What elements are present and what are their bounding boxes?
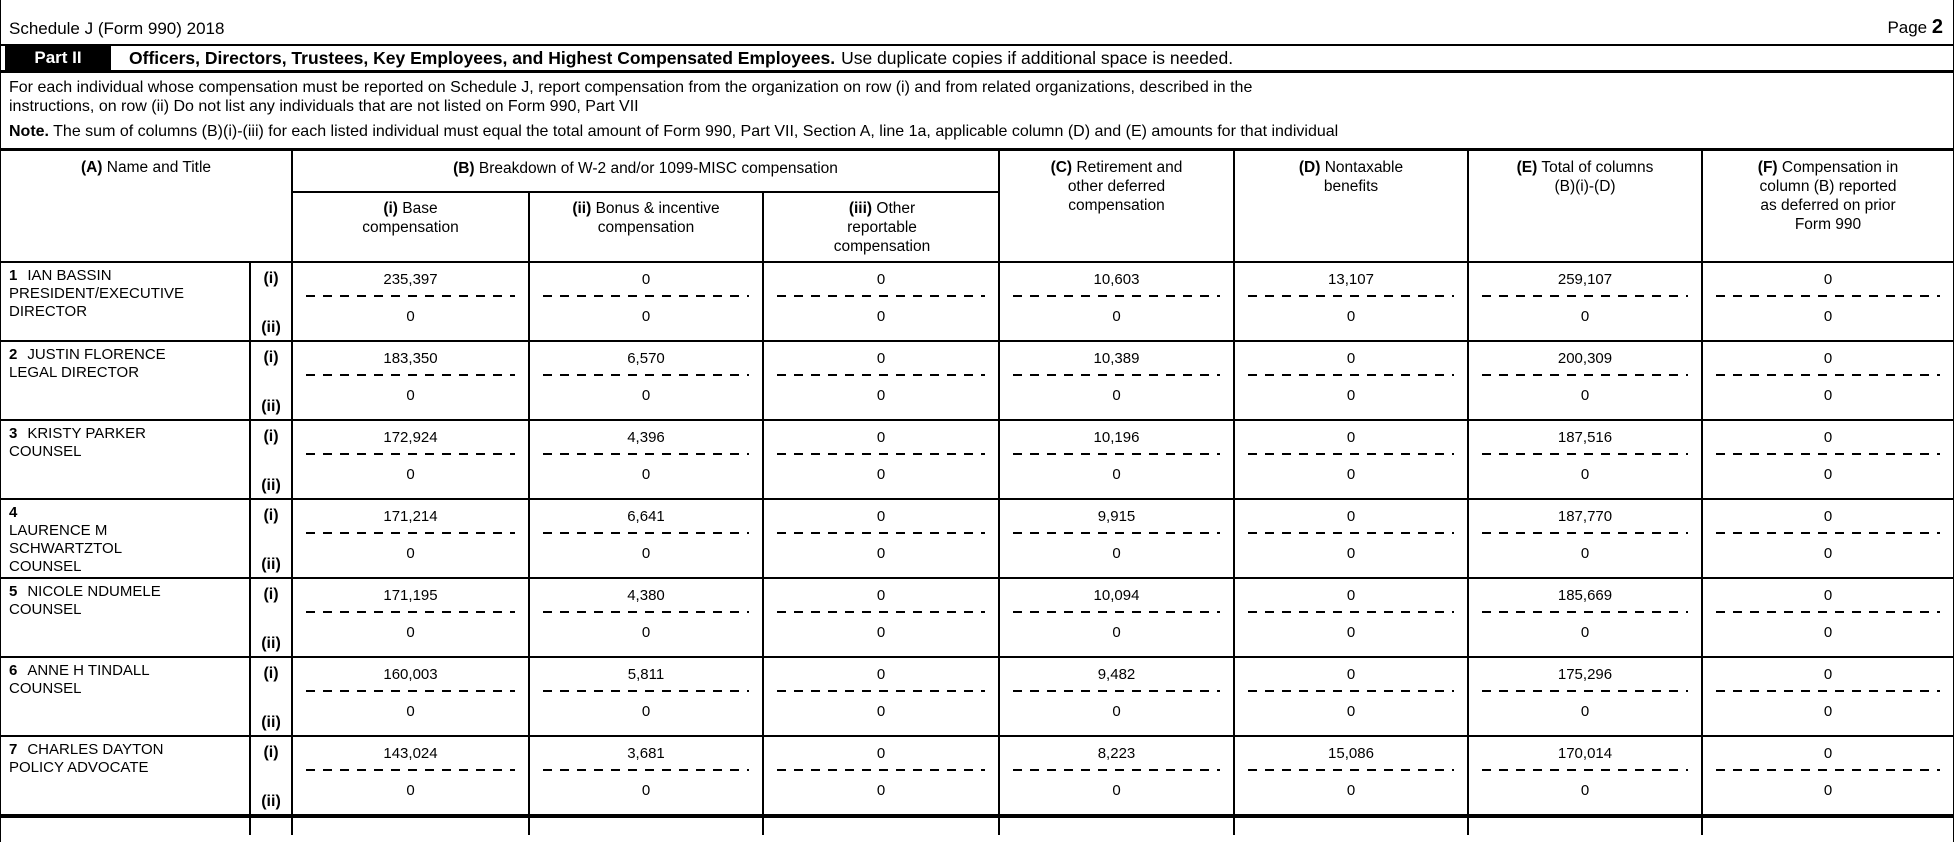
value-cell	[764, 579, 1000, 656]
header-col-d	[1235, 151, 1469, 261]
value-cell	[764, 342, 1000, 419]
value-row-ii: 0	[1346, 308, 1356, 325]
row-number: 6	[9, 662, 18, 679]
value-row-ii: 0	[1823, 782, 1833, 799]
value-row-ii: 0	[641, 308, 651, 325]
value-cell	[530, 737, 764, 814]
value-row-i: 6,641	[627, 507, 665, 525]
value-row-ii: 0	[641, 703, 651, 720]
value-cell	[1235, 263, 1469, 340]
value-row-ii: 0	[876, 387, 886, 404]
table-row	[1, 342, 1953, 421]
row-label-i: (i)	[263, 270, 279, 287]
header-col-b-iii-text: Other reportable compensation	[833, 200, 931, 255]
value-cell	[1703, 818, 1953, 835]
table-header	[1, 151, 1953, 263]
value-row-ii: 0	[1112, 466, 1121, 483]
table-row	[1, 579, 1953, 658]
value-row-ii: 0	[1112, 782, 1121, 799]
page-indicator	[1887, 16, 1943, 39]
officer-title: LEGAL DIRECTOR	[9, 364, 140, 381]
row-label-cell	[251, 500, 293, 577]
value-cell	[1235, 421, 1469, 498]
value-cell	[1703, 342, 1953, 419]
value-row-ii: 0	[1580, 782, 1590, 799]
value-cell	[764, 658, 1000, 735]
header-col-f-text: Compensation in column (B) reported as deferred on prior Form 990	[1759, 159, 1899, 233]
officer-name-line	[9, 583, 207, 601]
row-label-i: (i)	[263, 665, 279, 682]
value-cell	[1703, 737, 1953, 814]
row-label-ii: (ii)	[261, 398, 281, 415]
value-cell	[1703, 500, 1953, 577]
value-row-ii: 0	[1823, 624, 1833, 641]
value-cell	[293, 421, 530, 498]
value-row-ii: 0	[406, 308, 415, 325]
value-row-i: 183,350	[383, 349, 438, 367]
value-row-i: 185,669	[1557, 586, 1613, 604]
value-row-ii: 0	[406, 466, 415, 483]
header-col-d-text: Nontaxable benefits	[1323, 159, 1404, 195]
row-number: 1	[9, 267, 18, 284]
value-row-ii: 0	[641, 545, 651, 562]
note	[1, 116, 1953, 141]
value-cell	[1235, 737, 1469, 814]
value-cell	[1235, 579, 1469, 656]
value-row-i: 10,094	[1093, 586, 1140, 604]
value-cell	[1469, 818, 1703, 835]
value-row-i: 0	[1823, 744, 1833, 762]
header-col-b-ii-text: Bonus & incentive compensation	[595, 200, 720, 236]
row-label-i: (i)	[263, 744, 279, 761]
row-number: 5	[9, 583, 18, 600]
value-row-i: 10,196	[1093, 428, 1140, 446]
row-label-ii: (ii)	[261, 556, 281, 573]
value-row-ii: 0	[1580, 387, 1590, 404]
value-row-ii: 0	[1580, 466, 1590, 483]
name-cell	[1, 579, 251, 656]
instructions-line-2: instructions, on row (ii) Do not list any individuals that are not listed on Form 990, Part VII	[9, 98, 639, 115]
value-row-i: 8,223	[1097, 744, 1136, 762]
value-row-ii: 0	[641, 782, 651, 799]
table-row	[1, 737, 1953, 818]
value-cell	[1000, 737, 1235, 814]
header-col-b-iii-letter: (iii)	[848, 200, 873, 217]
row-number: 3	[9, 425, 18, 442]
value-row-ii: 0	[1580, 624, 1590, 641]
officer-name: CHARLES DAYTON	[27, 741, 164, 758]
value-row-i: 0	[1823, 665, 1833, 683]
name-cell	[1, 658, 251, 735]
header-col-a-letter: (A)	[80, 159, 103, 176]
header-col-c-text: Retirement and other deferred compensation	[1067, 159, 1183, 214]
name-cell	[1, 342, 251, 419]
value-row-i: 0	[876, 507, 886, 525]
header-col-a	[1, 151, 293, 261]
header-col-f	[1703, 151, 1953, 261]
value-row-i: 172,924	[383, 428, 438, 446]
row-label-i: (i)	[263, 428, 279, 445]
part-ii-label: Part II	[5, 46, 111, 70]
value-cell	[530, 818, 764, 835]
value-cell	[1703, 263, 1953, 340]
name-cell	[1, 421, 251, 498]
value-cell	[293, 263, 530, 340]
value-row-ii: 0	[1346, 545, 1356, 562]
header-col-b-iii	[764, 193, 1000, 261]
value-cell	[764, 500, 1000, 577]
header-col-d-letter: (D)	[1298, 159, 1321, 176]
value-row-ii: 0	[1112, 545, 1121, 562]
value-row-ii: 0	[1580, 308, 1590, 325]
value-row-i: 0	[876, 428, 886, 446]
value-row-i: 0	[641, 270, 651, 288]
value-row-ii: 0	[406, 545, 415, 562]
value-row-ii: 0	[1346, 387, 1356, 404]
officer-name-line	[9, 741, 207, 759]
value-cell	[1235, 818, 1469, 835]
officer-name: LAURENCE M SCHWARTZTOL	[9, 522, 123, 557]
value-row-i: 175,296	[1557, 665, 1613, 683]
header-col-b-group	[293, 151, 1000, 261]
header-col-b-subcolumns	[293, 193, 998, 261]
value-row-i: 4,380	[627, 586, 665, 604]
header-col-b-i-letter: (i)	[383, 200, 398, 217]
row-label-cell	[251, 579, 293, 656]
header-col-e-text: Total of columns (B)(i)-(D)	[1541, 159, 1654, 195]
compensation-table	[1, 148, 1953, 835]
note-label: Note.	[9, 123, 49, 140]
value-cell	[1703, 579, 1953, 656]
row-number: 4	[9, 504, 18, 521]
value-row-i: 9,482	[1097, 665, 1136, 683]
header-col-b-i	[293, 193, 530, 261]
value-row-ii: 0	[876, 466, 886, 483]
value-row-i: 10,603	[1093, 270, 1140, 288]
value-row-ii: 0	[1112, 387, 1121, 404]
part-ii-title-bold: Officers, Directors, Trustees, Key Employees, and Highest Compensated Employees.	[129, 47, 836, 68]
value-cell	[1469, 658, 1703, 735]
value-row-i: 200,309	[1557, 349, 1613, 367]
table-row	[1, 658, 1953, 737]
value-cell	[1235, 500, 1469, 577]
table-body	[1, 263, 1953, 818]
value-row-i: 0	[1346, 349, 1356, 367]
value-cell	[1000, 579, 1235, 656]
row-label-cell	[251, 737, 293, 814]
page-label: Page	[1887, 18, 1928, 37]
value-cell	[1235, 342, 1469, 419]
officer-title: POLICY ADVOCATE	[9, 759, 149, 776]
value-cell	[293, 658, 530, 735]
page-number: 2	[1931, 16, 1943, 38]
value-row-ii: 0	[1823, 545, 1833, 562]
value-row-i: 0	[1823, 270, 1833, 288]
value-row-ii: 0	[1346, 466, 1356, 483]
officer-name-line	[9, 662, 207, 680]
value-row-i: 0	[1346, 428, 1356, 446]
value-row-i: 187,770	[1557, 507, 1613, 525]
value-row-i: 0	[1823, 507, 1833, 525]
row-number: 7	[9, 741, 18, 758]
value-cell	[764, 818, 1000, 835]
value-row-i: 187,516	[1557, 428, 1613, 446]
value-row-i: 0	[876, 665, 886, 683]
value-row-i: 0	[876, 349, 886, 367]
value-cell	[530, 658, 764, 735]
header-col-e-letter: (E)	[1516, 159, 1538, 176]
value-row-i: 143,024	[383, 744, 438, 762]
value-row-i: 235,397	[383, 270, 438, 288]
value-row-i: 0	[1823, 586, 1833, 604]
value-row-ii: 0	[1346, 703, 1356, 720]
officer-title: COUNSEL	[9, 558, 82, 575]
officer-title: COUNSEL	[9, 443, 82, 460]
value-cell	[530, 342, 764, 419]
header-col-b-ii	[530, 193, 764, 261]
row-label-cell	[251, 421, 293, 498]
name-cell	[1, 263, 251, 340]
value-row-ii: 0	[1112, 624, 1121, 641]
header-col-b-i-text: Base compensation	[362, 200, 459, 236]
value-row-i: 0	[1823, 428, 1833, 446]
value-cell	[1000, 500, 1235, 577]
header-col-e	[1469, 151, 1703, 261]
value-row-ii: 0	[876, 545, 886, 562]
value-cell	[1000, 421, 1235, 498]
value-row-ii: 0	[1580, 545, 1590, 562]
value-row-i: 259,107	[1557, 270, 1613, 288]
value-row-i: 160,003	[383, 665, 438, 683]
value-cell	[1000, 342, 1235, 419]
officer-name-line	[9, 267, 207, 285]
table-row	[1, 421, 1953, 500]
value-row-ii: 0	[406, 624, 415, 641]
value-cell	[1235, 658, 1469, 735]
header-col-b	[293, 151, 998, 193]
value-cell	[1703, 421, 1953, 498]
value-cell	[1469, 342, 1703, 419]
row-label-ii: (ii)	[261, 319, 281, 336]
value-row-i: 170,014	[1557, 744, 1613, 762]
header-col-b-ii-letter: (ii)	[572, 200, 592, 217]
value-row-ii: 0	[1823, 466, 1833, 483]
value-row-i: 0	[876, 586, 886, 604]
table-row-partial	[1, 818, 1953, 835]
officer-title: COUNSEL	[9, 680, 82, 697]
value-row-ii: 0	[876, 624, 886, 641]
officer-name: KRISTY PARKER	[27, 425, 146, 442]
table-row	[1, 500, 1953, 579]
value-row-i: 10,389	[1093, 349, 1140, 367]
value-cell	[764, 421, 1000, 498]
row-number: 2	[9, 346, 18, 363]
value-row-ii: 0	[1823, 703, 1833, 720]
value-row-ii: 0	[1346, 624, 1356, 641]
value-row-i: 0	[1823, 349, 1833, 367]
officer-name: IAN BASSIN	[27, 267, 112, 284]
value-row-i: 15,086	[1328, 744, 1374, 762]
row-label-ii: (ii)	[261, 635, 281, 652]
value-row-ii: 0	[876, 703, 886, 720]
officer-title: PRESIDENT/EXECUTIVE DIRECTOR	[9, 285, 185, 320]
value-cell	[293, 737, 530, 814]
value-cell	[293, 818, 530, 835]
part-ii-title-rest: Use duplicate copies if additional space is needed.	[841, 47, 1234, 68]
row-label-i: (i)	[263, 349, 279, 366]
instructions	[1, 73, 1953, 116]
officer-name-line	[9, 504, 207, 558]
value-row-i: 4,396	[627, 428, 665, 446]
row-label-cell	[251, 658, 293, 735]
value-row-i: 171,195	[383, 586, 438, 604]
header-col-a-text: Name and Title	[106, 159, 212, 176]
officer-name-line	[9, 425, 207, 443]
value-row-i: 0	[1346, 665, 1356, 683]
value-row-ii: 0	[406, 703, 415, 720]
value-row-i: 6,570	[627, 349, 665, 367]
row-label-cell	[251, 818, 293, 835]
value-cell	[1469, 579, 1703, 656]
value-cell	[530, 500, 764, 577]
value-row-i: 0	[1346, 507, 1356, 525]
row-label-i: (i)	[263, 586, 279, 603]
value-cell	[1000, 818, 1235, 835]
value-row-ii: 0	[406, 782, 415, 799]
value-row-ii: 0	[641, 466, 651, 483]
row-label-ii: (ii)	[261, 714, 281, 731]
value-row-ii: 0	[1112, 308, 1121, 325]
row-label-ii: (ii)	[261, 477, 281, 494]
value-cell	[293, 579, 530, 656]
value-row-i: 0	[876, 744, 886, 762]
value-cell	[530, 421, 764, 498]
value-row-ii: 0	[876, 308, 886, 325]
row-label-ii: (ii)	[261, 793, 281, 810]
value-row-ii: 0	[1823, 387, 1833, 404]
value-cell	[1000, 263, 1235, 340]
officer-name: ANNE H TINDALL	[27, 662, 150, 679]
officer-name: NICOLE NDUMELE	[27, 583, 161, 600]
table-row	[1, 263, 1953, 342]
value-row-i: 171,214	[383, 507, 438, 525]
value-row-i: 0	[876, 270, 886, 288]
value-cell	[764, 737, 1000, 814]
value-row-i: 3,681	[627, 744, 665, 762]
row-label-i: (i)	[263, 507, 279, 524]
instructions-line-1: For each individual whose compensation must be reported on Schedule J, report compensation from the organization on row (i) and from related organizations, described in the	[9, 79, 1253, 96]
value-cell	[1703, 658, 1953, 735]
value-row-ii: 0	[641, 387, 651, 404]
value-cell	[293, 342, 530, 419]
value-row-ii: 0	[1580, 703, 1590, 720]
value-cell	[1469, 263, 1703, 340]
header-col-c-letter: (C)	[1050, 159, 1073, 176]
part-ii-bar	[1, 44, 1953, 73]
header-col-c	[1000, 151, 1235, 261]
row-label-cell	[251, 342, 293, 419]
value-cell	[530, 579, 764, 656]
value-cell	[293, 500, 530, 577]
value-cell	[530, 263, 764, 340]
value-cell	[1000, 658, 1235, 735]
name-cell	[1, 737, 251, 814]
header-col-b-letter: (B)	[453, 160, 475, 177]
form-title: Schedule J (Form 990) 2018	[9, 19, 225, 38]
value-row-ii: 0	[876, 782, 886, 799]
officer-name-line	[9, 346, 207, 364]
name-cell	[1, 500, 251, 577]
name-cell	[1, 818, 251, 835]
value-row-i: 9,915	[1097, 507, 1136, 525]
value-cell	[1469, 421, 1703, 498]
row-label-cell	[251, 263, 293, 340]
part-ii-title	[129, 46, 1233, 70]
value-row-i: 13,107	[1328, 270, 1374, 288]
value-row-ii: 0	[406, 387, 415, 404]
value-row-ii: 0	[1346, 782, 1356, 799]
page-header	[1, 0, 1953, 44]
value-row-ii: 0	[1112, 703, 1121, 720]
note-text: The sum of columns (B)(i)-(iii) for each listed individual must equal the total amount of Form 990, Part VII, Section A, line 1a, applicable column (D) and (E) amounts for that individual	[53, 123, 1339, 140]
value-cell	[1469, 500, 1703, 577]
value-row-i: 5,811	[627, 665, 665, 683]
officer-title: COUNSEL	[9, 601, 82, 618]
value-cell	[764, 263, 1000, 340]
header-col-f-letter: (F)	[1757, 159, 1778, 176]
header-col-b-text: Breakdown of W-2 and/or 1099-MISC compensation	[478, 160, 838, 177]
value-row-ii: 0	[1823, 308, 1833, 325]
value-row-i: 0	[1346, 586, 1356, 604]
value-row-ii: 0	[641, 624, 651, 641]
officer-name: JUSTIN FLORENCE	[27, 346, 166, 363]
value-cell	[1469, 737, 1703, 814]
